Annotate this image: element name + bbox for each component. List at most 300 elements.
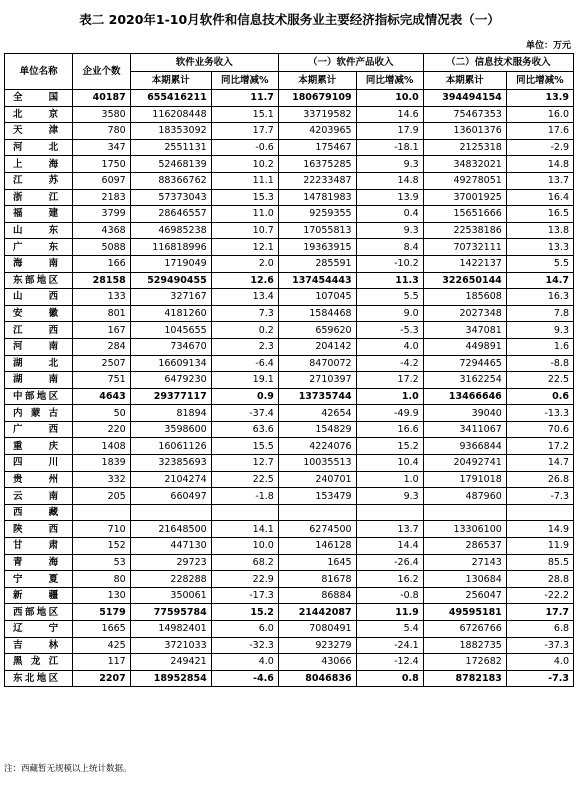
software-yoy-cell: 11.1 bbox=[211, 172, 278, 189]
region-name-cell: 四川 bbox=[5, 455, 73, 472]
companies-cell: 130 bbox=[73, 587, 131, 604]
table-row bbox=[5, 471, 574, 488]
product-cumulative-cell: 8046836 bbox=[278, 670, 356, 687]
product-cumulative-cell: 2710397 bbox=[278, 372, 356, 389]
it-service-yoy-cell: 13.8 bbox=[506, 222, 573, 239]
companies-cell: 801 bbox=[73, 305, 131, 322]
product-yoy-cell: 14.6 bbox=[356, 106, 423, 123]
table-row bbox=[5, 438, 574, 455]
region-name-cell: 云南 bbox=[5, 488, 73, 505]
product-cumulative-cell: 240701 bbox=[278, 471, 356, 488]
companies-cell: 50 bbox=[73, 405, 131, 422]
companies-cell: 167 bbox=[73, 322, 131, 339]
software-cumulative-cell bbox=[130, 504, 211, 521]
region-name-cell: 湖北 bbox=[5, 355, 73, 372]
it-service-cumulative-cell: 2027348 bbox=[423, 305, 506, 322]
header-yoy: 同比增减% bbox=[356, 72, 423, 90]
companies-cell: 5179 bbox=[73, 604, 131, 621]
it-service-yoy-cell: -37.3 bbox=[506, 637, 573, 654]
companies-cell bbox=[73, 504, 131, 521]
table-row bbox=[5, 189, 574, 206]
header-companies: 企业个数 bbox=[73, 54, 131, 90]
region-name-cell: 中部地区 bbox=[5, 388, 73, 405]
companies-cell: 166 bbox=[73, 255, 131, 272]
region-name-cell: 安徽 bbox=[5, 305, 73, 322]
product-cumulative-cell: 86884 bbox=[278, 587, 356, 604]
table-row bbox=[5, 538, 574, 555]
product-cumulative-cell: 137454443 bbox=[278, 272, 356, 289]
table-row bbox=[5, 222, 574, 239]
software-cumulative-cell: 1045655 bbox=[130, 322, 211, 339]
software-yoy-cell: 12.6 bbox=[211, 272, 278, 289]
header-cumulative: 本期累计 bbox=[423, 72, 506, 90]
software-yoy-cell: 11.0 bbox=[211, 206, 278, 223]
companies-cell: 347 bbox=[73, 139, 131, 156]
product-yoy-cell: -4.2 bbox=[356, 355, 423, 372]
region-name-cell: 河南 bbox=[5, 338, 73, 355]
it-service-yoy-cell: 16.0 bbox=[506, 106, 573, 123]
it-service-cumulative-cell: 7294465 bbox=[423, 355, 506, 372]
product-yoy-cell: 9.3 bbox=[356, 488, 423, 505]
companies-cell: 1665 bbox=[73, 621, 131, 638]
it-service-cumulative-cell: 394494154 bbox=[423, 90, 506, 107]
it-service-cumulative-cell: 3162254 bbox=[423, 372, 506, 389]
product-cumulative-cell: 204142 bbox=[278, 338, 356, 355]
table-row bbox=[5, 670, 574, 687]
software-cumulative-cell: 447130 bbox=[130, 538, 211, 555]
it-service-yoy-cell: 17.6 bbox=[506, 123, 573, 140]
it-service-yoy-cell: 22.5 bbox=[506, 372, 573, 389]
companies-cell: 133 bbox=[73, 289, 131, 306]
region-name-cell: 东部地区 bbox=[5, 272, 73, 289]
region-name-cell: 山东 bbox=[5, 222, 73, 239]
software-cumulative-cell: 2104274 bbox=[130, 471, 211, 488]
software-cumulative-cell: 228288 bbox=[130, 571, 211, 588]
table-row bbox=[5, 455, 574, 472]
companies-cell: 751 bbox=[73, 372, 131, 389]
product-yoy-cell: 9.3 bbox=[356, 156, 423, 173]
product-yoy-cell: 13.9 bbox=[356, 189, 423, 206]
product-cumulative-cell: 19363915 bbox=[278, 239, 356, 256]
table-row bbox=[5, 621, 574, 638]
it-service-yoy-cell bbox=[506, 504, 573, 521]
product-yoy-cell: 5.4 bbox=[356, 621, 423, 638]
table-row bbox=[5, 289, 574, 306]
it-service-cumulative-cell: 185608 bbox=[423, 289, 506, 306]
software-cumulative-cell: 88366762 bbox=[130, 172, 211, 189]
region-name-cell: 江西 bbox=[5, 322, 73, 339]
stats-table bbox=[4, 53, 574, 687]
page-title: 表二 2020年1-10月软件和信息技术服务业主要经济指标完成情况表（一） bbox=[79, 12, 500, 27]
it-service-yoy-cell: 16.5 bbox=[506, 206, 573, 223]
region-name-cell: 重庆 bbox=[5, 438, 73, 455]
software-cumulative-cell: 77595784 bbox=[130, 604, 211, 621]
product-cumulative-cell: 107045 bbox=[278, 289, 356, 306]
region-name-cell: 新疆 bbox=[5, 587, 73, 604]
region-name-cell: 上海 bbox=[5, 156, 73, 173]
product-cumulative-cell: 21442087 bbox=[278, 604, 356, 621]
software-yoy-cell: -6.4 bbox=[211, 355, 278, 372]
product-yoy-cell: -5.3 bbox=[356, 322, 423, 339]
it-service-cumulative-cell: 39040 bbox=[423, 405, 506, 422]
region-name-cell: 全国 bbox=[5, 90, 73, 107]
it-service-yoy-cell: 85.5 bbox=[506, 554, 573, 571]
product-yoy-cell: -12.4 bbox=[356, 654, 423, 671]
region-name-cell: 贵州 bbox=[5, 471, 73, 488]
software-cumulative-cell: 16061126 bbox=[130, 438, 211, 455]
product-cumulative-cell: 14781983 bbox=[278, 189, 356, 206]
table-row bbox=[5, 587, 574, 604]
companies-cell: 1750 bbox=[73, 156, 131, 173]
table-row bbox=[5, 305, 574, 322]
software-cumulative-cell: 116208448 bbox=[130, 106, 211, 123]
software-cumulative-cell: 21648500 bbox=[130, 521, 211, 538]
companies-cell: 2183 bbox=[73, 189, 131, 206]
companies-cell: 425 bbox=[73, 637, 131, 654]
table-row bbox=[5, 106, 574, 123]
product-yoy-cell: -10.2 bbox=[356, 255, 423, 272]
software-yoy-cell: 10.7 bbox=[211, 222, 278, 239]
it-service-yoy-cell: -22.2 bbox=[506, 587, 573, 604]
software-cumulative-cell: 32385693 bbox=[130, 455, 211, 472]
it-service-yoy-cell: -13.3 bbox=[506, 405, 573, 422]
product-cumulative-cell: 6274500 bbox=[278, 521, 356, 538]
it-service-cumulative-cell: 9366844 bbox=[423, 438, 506, 455]
it-service-cumulative-cell: 13601376 bbox=[423, 123, 506, 140]
table-row bbox=[5, 405, 574, 422]
product-yoy-cell: 4.0 bbox=[356, 338, 423, 355]
it-service-yoy-cell: 14.7 bbox=[506, 455, 573, 472]
companies-cell: 1408 bbox=[73, 438, 131, 455]
unit-label: 单位：万元 bbox=[525, 41, 571, 51]
product-yoy-cell: 8.4 bbox=[356, 239, 423, 256]
product-cumulative-cell: 146128 bbox=[278, 538, 356, 555]
it-service-cumulative-cell: 256047 bbox=[423, 587, 506, 604]
region-name-cell: 浙江 bbox=[5, 189, 73, 206]
it-service-yoy-cell: 11.9 bbox=[506, 538, 573, 555]
it-service-cumulative-cell: 130684 bbox=[423, 571, 506, 588]
region-name-cell: 河北 bbox=[5, 139, 73, 156]
software-cumulative-cell: 29723 bbox=[130, 554, 211, 571]
region-name-cell: 广西 bbox=[5, 421, 73, 438]
footnote: 注：西藏暂无规模以上统计数据。 bbox=[4, 764, 132, 774]
software-cumulative-cell: 3598600 bbox=[130, 421, 211, 438]
product-cumulative-cell: 81678 bbox=[278, 571, 356, 588]
product-cumulative-cell: 16375285 bbox=[278, 156, 356, 173]
companies-cell: 3799 bbox=[73, 206, 131, 223]
table-row bbox=[5, 90, 574, 107]
it-service-cumulative-cell: 20492741 bbox=[423, 455, 506, 472]
it-service-cumulative-cell: 34832021 bbox=[423, 156, 506, 173]
it-service-cumulative-cell: 22538186 bbox=[423, 222, 506, 239]
product-yoy-cell: -0.8 bbox=[356, 587, 423, 604]
product-yoy-cell: 9.3 bbox=[356, 222, 423, 239]
software-yoy-cell: 13.4 bbox=[211, 289, 278, 306]
companies-cell: 2207 bbox=[73, 670, 131, 687]
software-cumulative-cell: 327167 bbox=[130, 289, 211, 306]
software-yoy-cell: 15.2 bbox=[211, 604, 278, 621]
it-service-yoy-cell: 14.8 bbox=[506, 156, 573, 173]
it-service-yoy-cell: 9.3 bbox=[506, 322, 573, 339]
header-it-service-income: （二）信息技术服务收入 bbox=[423, 54, 573, 72]
software-yoy-cell: 68.2 bbox=[211, 554, 278, 571]
product-yoy-cell: 1.0 bbox=[356, 388, 423, 405]
software-yoy-cell: 12.7 bbox=[211, 455, 278, 472]
product-cumulative-cell: 153479 bbox=[278, 488, 356, 505]
software-cumulative-cell: 28646557 bbox=[130, 206, 211, 223]
software-yoy-cell: 12.1 bbox=[211, 239, 278, 256]
region-name-cell: 青海 bbox=[5, 554, 73, 571]
companies-cell: 152 bbox=[73, 538, 131, 555]
it-service-yoy-cell: 13.9 bbox=[506, 90, 573, 107]
it-service-yoy-cell: 17.2 bbox=[506, 438, 573, 455]
product-yoy-cell: 16.6 bbox=[356, 421, 423, 438]
product-yoy-cell: 16.2 bbox=[356, 571, 423, 588]
region-name-cell: 天津 bbox=[5, 123, 73, 140]
software-yoy-cell: 14.1 bbox=[211, 521, 278, 538]
region-name-cell: 吉林 bbox=[5, 637, 73, 654]
product-yoy-cell: 0.8 bbox=[356, 670, 423, 687]
product-cumulative-cell: 8470072 bbox=[278, 355, 356, 372]
product-cumulative-cell: 659620 bbox=[278, 322, 356, 339]
product-cumulative-cell: 10035513 bbox=[278, 455, 356, 472]
table-row bbox=[5, 554, 574, 571]
software-yoy-cell: 2.3 bbox=[211, 338, 278, 355]
companies-cell: 80 bbox=[73, 571, 131, 588]
software-yoy-cell: -0.6 bbox=[211, 139, 278, 156]
it-service-cumulative-cell: 487960 bbox=[423, 488, 506, 505]
it-service-yoy-cell: 17.7 bbox=[506, 604, 573, 621]
it-service-yoy-cell: 5.5 bbox=[506, 255, 573, 272]
software-cumulative-cell: 116818996 bbox=[130, 239, 211, 256]
software-cumulative-cell: 52468139 bbox=[130, 156, 211, 173]
region-name-cell: 东北地区 bbox=[5, 670, 73, 687]
table-row bbox=[5, 504, 574, 521]
product-yoy-cell: 11.3 bbox=[356, 272, 423, 289]
table-row bbox=[5, 654, 574, 671]
it-service-cumulative-cell: 37001925 bbox=[423, 189, 506, 206]
software-yoy-cell: 0.2 bbox=[211, 322, 278, 339]
table-row bbox=[5, 604, 574, 621]
header-yoy: 同比增减% bbox=[211, 72, 278, 90]
product-yoy-cell: 9.0 bbox=[356, 305, 423, 322]
product-yoy-cell: 1.0 bbox=[356, 471, 423, 488]
table-row bbox=[5, 139, 574, 156]
region-name-cell: 福建 bbox=[5, 206, 73, 223]
software-yoy-cell: 17.7 bbox=[211, 123, 278, 140]
software-yoy-cell: 4.0 bbox=[211, 654, 278, 671]
software-cumulative-cell: 18353092 bbox=[130, 123, 211, 140]
it-service-yoy-cell: -7.3 bbox=[506, 488, 573, 505]
companies-cell: 117 bbox=[73, 654, 131, 671]
software-yoy-cell: 15.5 bbox=[211, 438, 278, 455]
product-yoy-cell: 0.4 bbox=[356, 206, 423, 223]
software-cumulative-cell: 57373043 bbox=[130, 189, 211, 206]
companies-cell: 220 bbox=[73, 421, 131, 438]
it-service-yoy-cell: 26.8 bbox=[506, 471, 573, 488]
it-service-yoy-cell: 16.3 bbox=[506, 289, 573, 306]
table-row bbox=[5, 338, 574, 355]
product-cumulative-cell: 285591 bbox=[278, 255, 356, 272]
it-service-cumulative-cell bbox=[423, 504, 506, 521]
it-service-cumulative-cell: 2125318 bbox=[423, 139, 506, 156]
companies-cell: 28158 bbox=[73, 272, 131, 289]
product-cumulative-cell: 33719582 bbox=[278, 106, 356, 123]
it-service-cumulative-cell: 15651666 bbox=[423, 206, 506, 223]
it-service-cumulative-cell: 322650144 bbox=[423, 272, 506, 289]
software-cumulative-cell: 1719049 bbox=[130, 255, 211, 272]
product-yoy-cell: 15.2 bbox=[356, 438, 423, 455]
region-name-cell: 西部地区 bbox=[5, 604, 73, 621]
software-yoy-cell: -37.4 bbox=[211, 405, 278, 422]
it-service-cumulative-cell: 286537 bbox=[423, 538, 506, 555]
software-yoy-cell: 6.0 bbox=[211, 621, 278, 638]
companies-cell: 4643 bbox=[73, 388, 131, 405]
it-service-yoy-cell: 70.6 bbox=[506, 421, 573, 438]
it-service-cumulative-cell: 6726766 bbox=[423, 621, 506, 638]
software-cumulative-cell: 249421 bbox=[130, 654, 211, 671]
header-cumulative: 本期累计 bbox=[130, 72, 211, 90]
it-service-cumulative-cell: 449891 bbox=[423, 338, 506, 355]
product-yoy-cell: 10.4 bbox=[356, 455, 423, 472]
companies-cell: 710 bbox=[73, 521, 131, 538]
it-service-yoy-cell: 13.3 bbox=[506, 239, 573, 256]
companies-cell: 205 bbox=[73, 488, 131, 505]
region-name-cell: 黑龙江 bbox=[5, 654, 73, 671]
companies-cell: 332 bbox=[73, 471, 131, 488]
product-yoy-cell: -24.1 bbox=[356, 637, 423, 654]
software-cumulative-cell: 660497 bbox=[130, 488, 211, 505]
software-yoy-cell: -4.6 bbox=[211, 670, 278, 687]
it-service-cumulative-cell: 13306100 bbox=[423, 521, 506, 538]
table-row bbox=[5, 206, 574, 223]
product-cumulative-cell: 154829 bbox=[278, 421, 356, 438]
region-name-cell: 江苏 bbox=[5, 172, 73, 189]
software-yoy-cell: 7.3 bbox=[211, 305, 278, 322]
table-row bbox=[5, 255, 574, 272]
region-name-cell: 甘肃 bbox=[5, 538, 73, 555]
software-cumulative-cell: 3721033 bbox=[130, 637, 211, 654]
companies-cell: 53 bbox=[73, 554, 131, 571]
it-service-cumulative-cell: 347081 bbox=[423, 322, 506, 339]
companies-cell: 4368 bbox=[73, 222, 131, 239]
it-service-yoy-cell: -2.9 bbox=[506, 139, 573, 156]
product-yoy-cell bbox=[356, 504, 423, 521]
product-cumulative-cell: 175467 bbox=[278, 139, 356, 156]
product-cumulative-cell: 17055813 bbox=[278, 222, 356, 239]
it-service-yoy-cell: 4.0 bbox=[506, 654, 573, 671]
table-row bbox=[5, 355, 574, 372]
software-cumulative-cell: 4181260 bbox=[130, 305, 211, 322]
software-yoy-cell: 63.6 bbox=[211, 421, 278, 438]
product-yoy-cell: 5.5 bbox=[356, 289, 423, 306]
product-cumulative-cell: 7080491 bbox=[278, 621, 356, 638]
product-yoy-cell: 11.9 bbox=[356, 604, 423, 621]
product-yoy-cell: 14.4 bbox=[356, 538, 423, 555]
software-yoy-cell: -17.3 bbox=[211, 587, 278, 604]
it-service-cumulative-cell: 49595181 bbox=[423, 604, 506, 621]
product-yoy-cell: 10.0 bbox=[356, 90, 423, 107]
header-region: 单位名称 bbox=[5, 54, 73, 90]
product-yoy-cell: -49.9 bbox=[356, 405, 423, 422]
table-row bbox=[5, 172, 574, 189]
companies-cell: 2507 bbox=[73, 355, 131, 372]
software-cumulative-cell: 16609134 bbox=[130, 355, 211, 372]
software-cumulative-cell: 350061 bbox=[130, 587, 211, 604]
product-yoy-cell: 14.8 bbox=[356, 172, 423, 189]
product-cumulative-cell: 4203965 bbox=[278, 123, 356, 140]
it-service-cumulative-cell: 172682 bbox=[423, 654, 506, 671]
companies-cell: 6097 bbox=[73, 172, 131, 189]
software-yoy-cell: -32.3 bbox=[211, 637, 278, 654]
it-service-yoy-cell: 14.9 bbox=[506, 521, 573, 538]
companies-cell: 5088 bbox=[73, 239, 131, 256]
it-service-cumulative-cell: 49278051 bbox=[423, 172, 506, 189]
software-yoy-cell: 15.3 bbox=[211, 189, 278, 206]
it-service-cumulative-cell: 1791018 bbox=[423, 471, 506, 488]
header-cumulative: 本期累计 bbox=[278, 72, 356, 90]
table-row bbox=[5, 156, 574, 173]
it-service-cumulative-cell: 8782183 bbox=[423, 670, 506, 687]
table-row bbox=[5, 521, 574, 538]
header-product-income: （一）软件产品收入 bbox=[278, 54, 423, 72]
header-yoy: 同比增减% bbox=[506, 72, 573, 90]
software-cumulative-cell: 529490455 bbox=[130, 272, 211, 289]
software-cumulative-cell: 81894 bbox=[130, 405, 211, 422]
software-cumulative-cell: 14982401 bbox=[130, 621, 211, 638]
region-name-cell: 湖南 bbox=[5, 372, 73, 389]
it-service-yoy-cell: 13.7 bbox=[506, 172, 573, 189]
it-service-cumulative-cell: 3411067 bbox=[423, 421, 506, 438]
region-name-cell: 西藏 bbox=[5, 504, 73, 521]
product-yoy-cell: 17.9 bbox=[356, 123, 423, 140]
it-service-yoy-cell: 6.8 bbox=[506, 621, 573, 638]
software-yoy-cell: 2.0 bbox=[211, 255, 278, 272]
it-service-cumulative-cell: 70732111 bbox=[423, 239, 506, 256]
software-yoy-cell: 11.7 bbox=[211, 90, 278, 107]
product-yoy-cell: -26.4 bbox=[356, 554, 423, 571]
product-cumulative-cell bbox=[278, 504, 356, 521]
region-name-cell: 广东 bbox=[5, 239, 73, 256]
it-service-cumulative-cell: 1882735 bbox=[423, 637, 506, 654]
software-yoy-cell: 15.1 bbox=[211, 106, 278, 123]
table-body bbox=[5, 90, 574, 687]
it-service-cumulative-cell: 27143 bbox=[423, 554, 506, 571]
software-cumulative-cell: 46985238 bbox=[130, 222, 211, 239]
product-yoy-cell: -18.1 bbox=[356, 139, 423, 156]
software-cumulative-cell: 2551131 bbox=[130, 139, 211, 156]
software-cumulative-cell: 734670 bbox=[130, 338, 211, 355]
software-cumulative-cell: 655416211 bbox=[130, 90, 211, 107]
region-name-cell: 北京 bbox=[5, 106, 73, 123]
table-row bbox=[5, 372, 574, 389]
it-service-yoy-cell: 14.7 bbox=[506, 272, 573, 289]
software-yoy-cell: 10.0 bbox=[211, 538, 278, 555]
software-yoy-cell bbox=[211, 504, 278, 521]
product-cumulative-cell: 13735744 bbox=[278, 388, 356, 405]
product-cumulative-cell: 1584468 bbox=[278, 305, 356, 322]
region-name-cell: 辽宁 bbox=[5, 621, 73, 638]
it-service-yoy-cell: -7.3 bbox=[506, 670, 573, 687]
product-cumulative-cell: 43066 bbox=[278, 654, 356, 671]
product-cumulative-cell: 42654 bbox=[278, 405, 356, 422]
region-name-cell: 陕西 bbox=[5, 521, 73, 538]
it-service-yoy-cell: 7.8 bbox=[506, 305, 573, 322]
product-cumulative-cell: 22233487 bbox=[278, 172, 356, 189]
product-cumulative-cell: 1645 bbox=[278, 554, 356, 571]
software-cumulative-cell: 18952854 bbox=[130, 670, 211, 687]
software-yoy-cell: 22.5 bbox=[211, 471, 278, 488]
